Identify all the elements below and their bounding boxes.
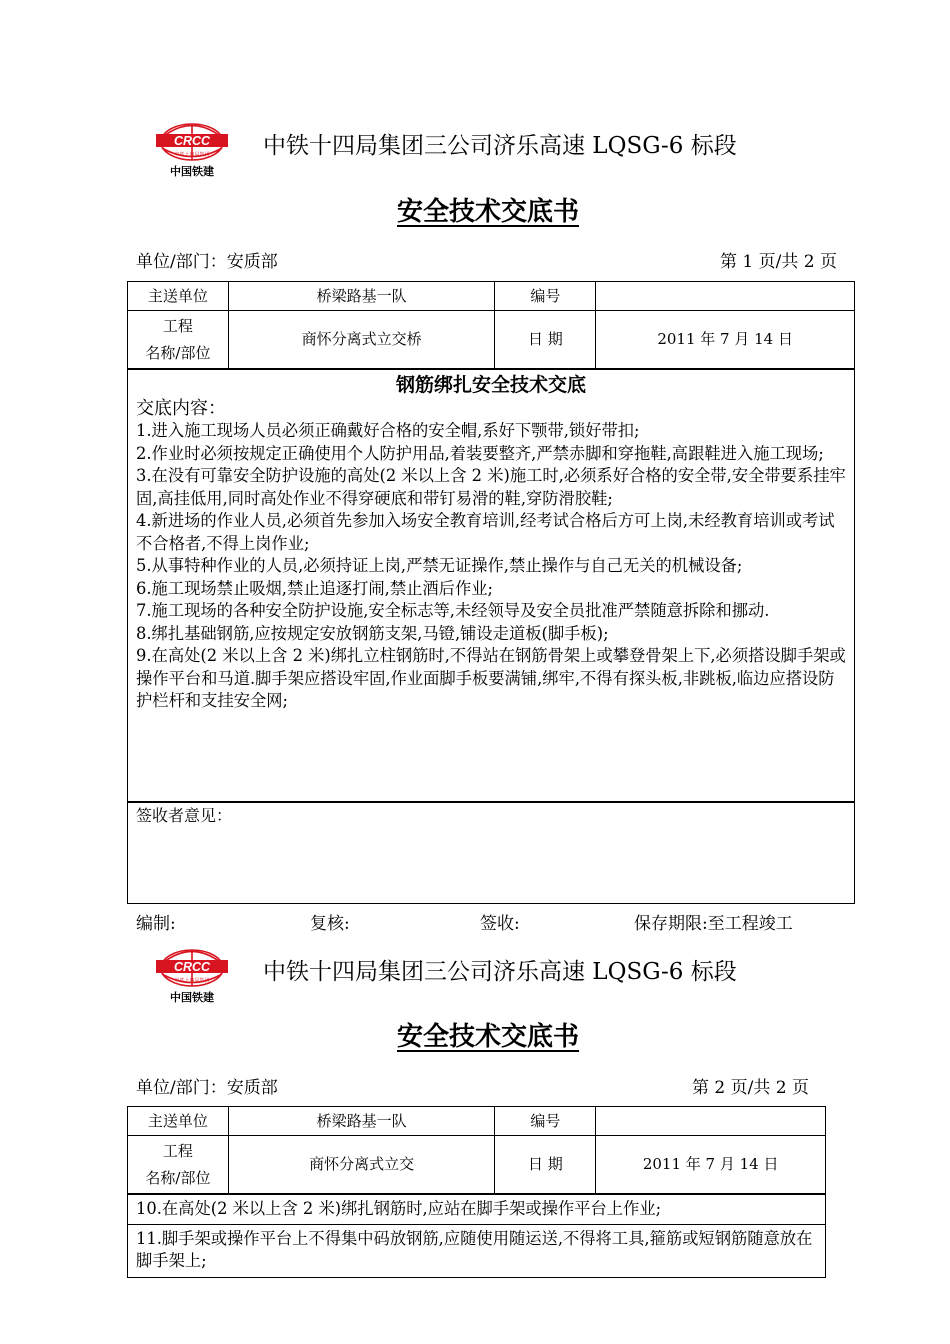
footer-reviewed: 复核:	[310, 914, 350, 934]
project-value: 商怀分离式立交桥	[228, 311, 495, 369]
doc-title: 安全技术交底书	[397, 197, 580, 227]
content-item: 2.作业时必须按规定正确使用个人防护用品,着装要整齐,严禁赤脚和穿拖鞋,高跟鞋进入施工现场;	[136, 443, 824, 463]
content-item: 11.脚手架或操作平台上不得集中码放钢筋,应随使用随运送,不得将工具,箍筋或短钢筋随意放在脚手架上;	[128, 1224, 825, 1276]
number-label: 编号	[495, 282, 596, 311]
content-label: 交底内容：	[136, 398, 226, 419]
doc-title: 安全技术交底书	[397, 1022, 580, 1052]
unit-label: 单位/部门：安质部	[136, 252, 278, 272]
unit-label: 单位/部门：安质部	[136, 1078, 278, 1098]
content-item: 3.在没有可靠安全防护设施的高处(2 米以上含 2 米)施工时,必须系好合格的安全带,安全带要系挂牢固,高挂低用,同时高处作业不得穿硬底和带钉易滑的鞋,穿防滑胶鞋;	[136, 466, 846, 508]
project-label	[128, 1136, 229, 1194]
sender-label: 主送单位	[128, 282, 229, 311]
info-table	[127, 1106, 826, 1194]
content-item: 7.施工现场的各种安全防护设施,安全标志等,未经领导及安全员批准严禁随意拆除和挪动.	[136, 601, 770, 620]
project-label-line2: 名称/部位	[145, 1168, 211, 1187]
logo-sub-text: 中铁十四局集团	[174, 152, 210, 158]
info-table	[127, 281, 855, 369]
date-label: 日 期	[495, 1136, 596, 1194]
logo-crcc-text: CRCC	[173, 960, 211, 974]
header-title: 中铁十四局集团三公司济乐高速 LQSG-6 标段	[263, 133, 737, 159]
number-label: 编号	[495, 1107, 596, 1136]
project-label-line1: 工程	[162, 316, 193, 335]
crcc-logo	[150, 943, 234, 1005]
number-value	[596, 282, 855, 311]
content-item: 5.从事特种作业的人员,必须持证上岗,严禁无证操作,禁止操作与自己无关的机械设备;	[136, 556, 743, 575]
project-value: 商怀分离式立交	[228, 1136, 495, 1194]
crcc-logo	[150, 117, 234, 179]
content-item: 1.进入施工现场人员必须正确戴好合格的安全帽,系好下颚带,锁好带扣;	[136, 421, 640, 440]
content-item: 10.在高处(2 米以上含 2 米)绑扎钢筋时,应站在脚手架或操作平台上作业;	[136, 1199, 662, 1218]
content-box	[127, 1194, 826, 1278]
header-title: 中铁十四局集团三公司济乐高速 LQSG-6 标段	[263, 959, 737, 985]
logo-crcc-text: CRCC	[173, 134, 211, 148]
content-item: 8.绑扎基础钢筋,应按规定安放钢筋支架,马镫,铺设走道板(脚手板);	[136, 623, 609, 643]
footer-received: 签收:	[480, 914, 520, 934]
sender-value: 桥梁路基一队	[228, 282, 495, 311]
project-label-line2: 名称/部位	[145, 343, 211, 362]
page-label: 第 2 页/共 2 页	[692, 1078, 809, 1098]
footer-retention: 保存期限:至工程竣工	[634, 914, 793, 934]
project-label-line1: 工程	[162, 1141, 193, 1160]
sender-label: 主送单位	[128, 1107, 229, 1136]
page-label: 第 1 页/共 2 页	[720, 252, 837, 272]
date-label: 日 期	[495, 311, 596, 369]
project-label	[128, 311, 229, 369]
logo-company-text: 中国铁建	[170, 165, 214, 178]
date-value: 2011 年 7 月 14 日	[596, 311, 855, 369]
logo-sub-text: 中铁十四局集团	[174, 978, 210, 984]
signoff-box	[127, 801, 855, 904]
content-item: 9.在高处(2 米以上含 2 米)绑扎立柱钢筋时,不得站在钢筋骨架上或攀登骨架上下,必须搭设脚手架或操作平台和马道.脚手架应搭设牢固,作业面脚手板要满铺,绑牢,不得有探头板,非跳板,临边应搭设防护栏杆和支挂安全网;	[136, 646, 846, 710]
content-item: 6.施工现场禁止吸烟,禁止追逐打闹,禁止酒后作业;	[136, 578, 493, 598]
content-item: 4.新进场的作业人员,必须首先参加入场安全教育培训,经考试合格后方可上岗,未经教育培训或考试不合格者,不得上岗作业;	[136, 511, 835, 553]
content-box	[127, 369, 855, 803]
signoff-label: 签收者意见：	[136, 806, 233, 825]
sender-value: 桥梁路基一队	[228, 1107, 495, 1136]
date-value: 2011 年 7 月 14 日	[596, 1136, 826, 1194]
content-title: 钢筋绑扎安全技术交底	[395, 374, 586, 396]
logo-company-text: 中国铁建	[170, 991, 214, 1004]
number-value	[596, 1107, 826, 1136]
footer-compiled: 编制:	[136, 914, 176, 934]
